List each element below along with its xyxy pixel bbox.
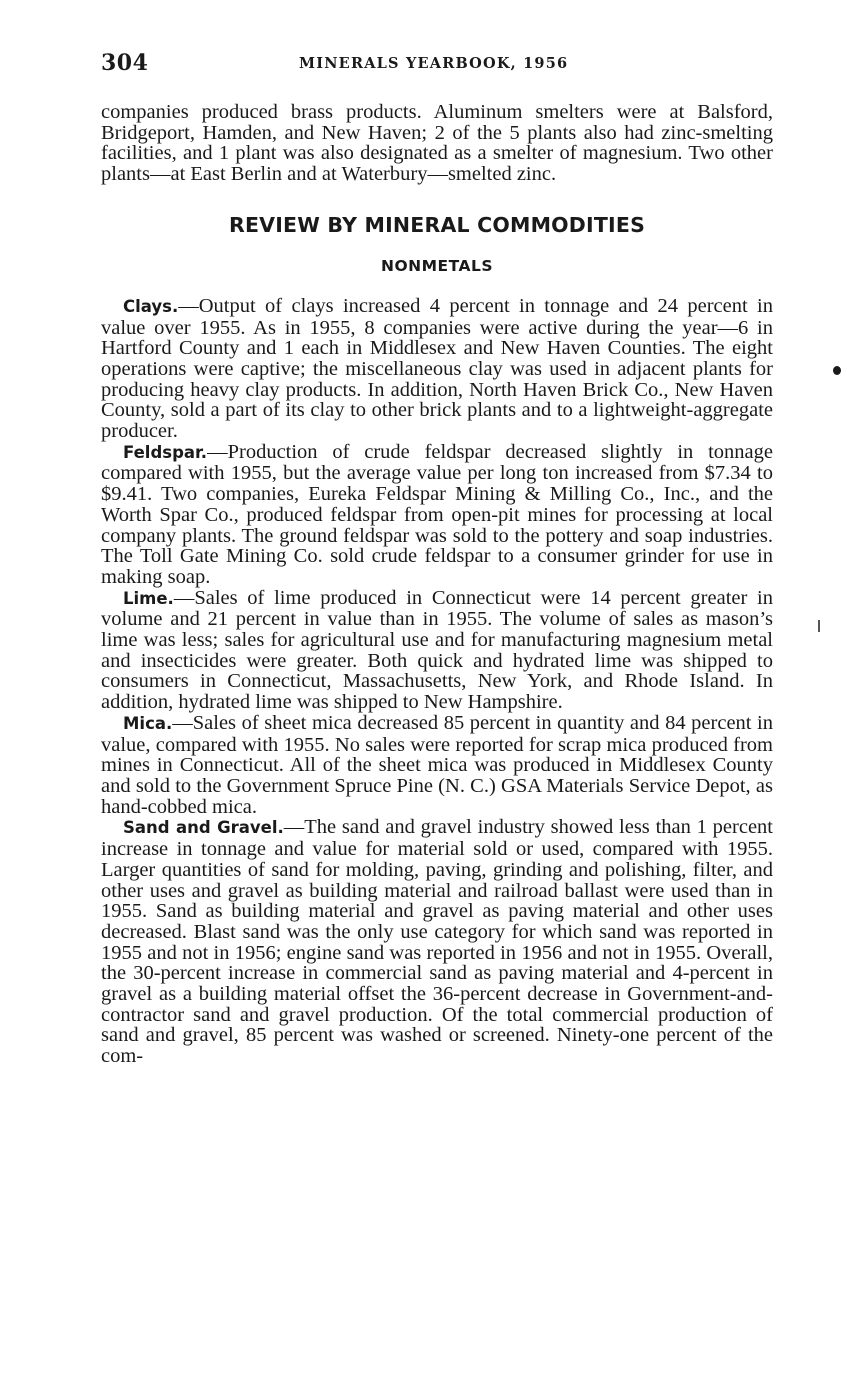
feldspar-title: Feldspar. <box>123 442 208 462</box>
running-head: MINERALS YEARBOOK, 1956 <box>299 55 569 72</box>
mica-paragraph <box>101 713 773 818</box>
intro-paragraph: companies produced brass products. Aluminum smelters were at Balsford, Bridgeport, Hamden, and New Haven; 2 of the 5 plants also had zinc-smelting facilities, and 1 plant was also designated as a smelter of magnesium. Two other plants—at East Berlin and at Waterbury—smelted zinc. <box>101 101 773 186</box>
clays-paragraph <box>101 296 773 442</box>
sand-and-gravel-title: Sand and Gravel. <box>123 818 284 838</box>
margin-tick-mark <box>818 620 820 632</box>
lime-text: —Sales of lime produced in Connecticut were 14 percent greater in volume and 21 percent in value than in 1955. The volume of sales as mason’s lime was less; sales for agricultural use and for manufacturing magnesium metal and insecticides were greater. Both quick and hydrated lime was shipped to consumers in Connecticut, Massachusetts, New York, and Rhode Island. In addition, hydrated lime was shipped to New Hampshire. <box>101 586 773 714</box>
page-header <box>101 50 773 80</box>
lime-title: Lime. <box>123 588 174 608</box>
sand-and-gravel-paragraph <box>101 817 773 1066</box>
section-heading: REVIEW BY MINERAL COMMODITIES <box>228 212 646 237</box>
feldspar-paragraph <box>101 442 773 588</box>
page-number: 304 <box>101 50 149 76</box>
subsection-heading: NONMETALS <box>380 256 494 275</box>
mica-title: Mica. <box>123 713 173 733</box>
margin-dot-mark <box>833 366 841 375</box>
clays-title: Clays. <box>123 296 179 316</box>
sand-and-gravel-text: —The sand and gravel industry showed less than 1 percent increase in tonnage and value for material sold or used, compared with 1955. Larger quantities of sand for molding, paving, grinding and polishing, filter, and other uses and gravel as building material and railroad ballast were used than in 1955. Sand as building material and gravel as paving material and other uses decreased. Blast sand was the only use category for which sand was reported in 1955 and not in 1956; engine sand was reported in 1956 and not in 1955. Overall, the 30-percent increase in commercial sand as paving material and 4-percent in gravel as a building material offset the 36-percent decrease in Government-and-contractor sand and gravel production. Of the total commercial production of sand and gravel, 85 percent was washed or screened. Ninety-one percent of the com- <box>101 816 773 1068</box>
feldspar-text: —Production of crude feldspar decreased slightly in tonnage compared with 1955, but the average value per long ton increased from $7.34 to $9.41. Two companies, Eureka Feldspar Mining & Milling Co., Inc., and the Worth Spar Co., produced feldspar from open-pit mines for processing at local company plants. The ground feldspar was sold to the pottery and soap industries. The Toll Gate Mining Co. sold crude feldspar to a consumer grinder for use in making soap. <box>101 440 773 588</box>
document-page <box>101 50 773 1067</box>
mica-text: —Sales of sheet mica decreased 85 percent in quantity and 84 percent in value, compared with 1955. No sales were reported for scrap mica produced from mines in Connecticut. All of the sheet mica was produced in Middlesex County and sold to the Government Spruce Pine (N. C.) GSA Materials Service Depot, as hand-cobbed mica. <box>101 711 773 818</box>
clays-text: —Output of clays increased 4 percent in tonnage and 24 percent in value over 1955. As in 1955, 8 companies were active during the year—6 in Hartford County and 1 each in Middlesex and New Haven Counties. The eight operations were captive; the miscellaneous clay was used in adjacent plants for producing heavy clay products. In addition, North Haven Brick Co., New Haven County, sold a part of its clay to other brick plants and to a lightweight-aggregate producer. <box>101 294 773 443</box>
lime-paragraph <box>101 588 773 713</box>
